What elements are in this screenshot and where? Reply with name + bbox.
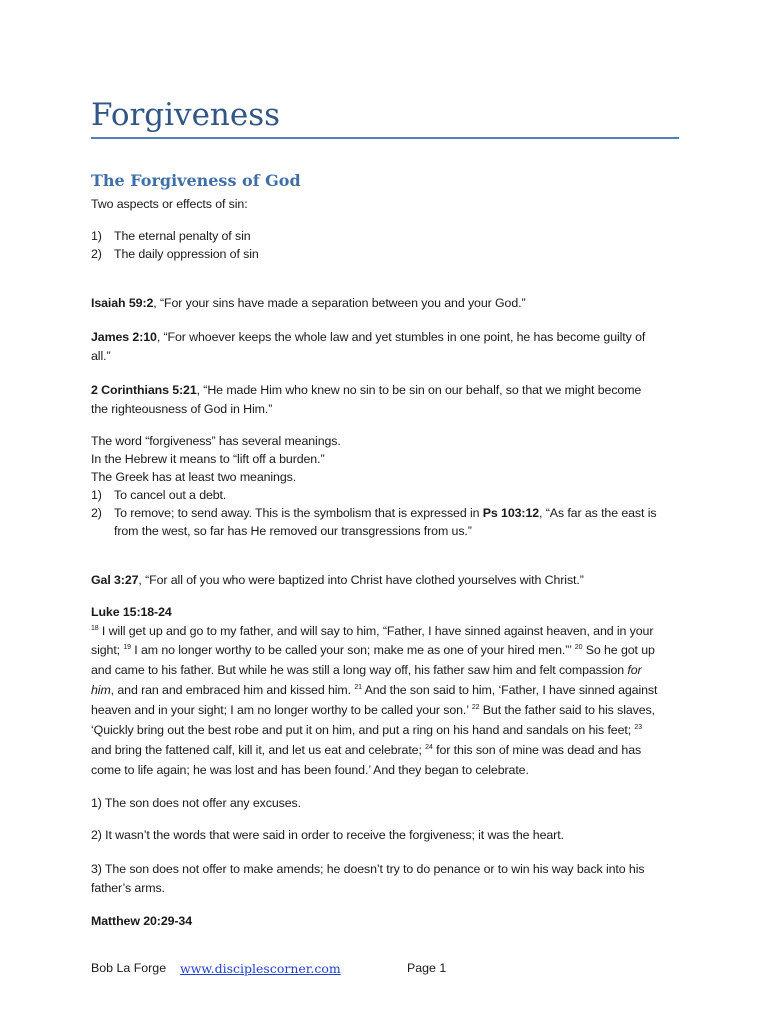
word-line: The word “forgiveness” has several meanings.	[91, 434, 341, 448]
list-item: 2) The daily oppression of sin	[91, 247, 259, 261]
corinthians-paragraph: 2 Corinthians 5:21, “He made Him who knew no sin to be sin on our behalf, so that we might become	[91, 383, 642, 397]
corinthians-paragraph-cont: the righteousness of God in Him.”	[91, 402, 273, 416]
scripture-ref: Ps 103:12	[482, 506, 540, 520]
luke-line: ‘Quickly bring out the best robe and put it on him, and put a ring on his hand and sandals on his feet; $^{23}$	[91, 723, 642, 737]
verse-number: 24	[425, 744, 433, 751]
luke-reference: Luke 15:18-24	[91, 605, 172, 619]
luke-line: and came to his father. But while he was still a long way off, his father saw him and felt compassion for	[91, 663, 642, 677]
word-line: In the Hebrew it means to “lift off a burden.”	[91, 452, 325, 466]
isaiah-paragraph: Isaiah 59:2, “For your sins have made a separation between you and your God.”	[91, 296, 526, 310]
luke-line: and bring the fattened calf, kill it, and let us eat and celebrate; $^{24}$ for this son of mine was dead and has	[91, 743, 642, 757]
matthew-reference: Matthew 20:29-34	[91, 914, 193, 928]
luke-line: come to life again; he was lost and has been found.’ And they began to celebrate.	[91, 763, 529, 777]
luke-line: heaven and in your sight; I am no longer worthy to be called your son.’ $^{22}$ But the father said to his slaves,	[91, 703, 655, 717]
verse-number: 22	[471, 704, 480, 711]
point-text-cont: father’s arms.	[91, 881, 165, 895]
footer-link[interactable]: www.disciplescorner.com	[180, 961, 341, 976]
page-footer	[91, 961, 447, 976]
word-line: The Greek has at least two meanings.	[91, 470, 297, 484]
verse-number: 18	[91, 625, 99, 632]
verse-number: 23	[634, 724, 642, 731]
title-rule	[91, 137, 679, 139]
james-paragraph-cont: all.”	[91, 349, 111, 363]
luke-line: sight; $^{19}$ I am no longer worthy to be called your son; make me as one of your hired men.”’ $^{20}$ So he got up	[91, 643, 655, 657]
point-text: 2) It wasn’t the words that were said in order to receive the forgiveness; it was the heart.	[91, 828, 564, 842]
james-paragraph: James 2:10, “For whoever keeps the whole law and yet stumbles in one point, he has become guilty of	[91, 330, 646, 344]
verse-number: 21	[354, 684, 362, 691]
list-item: 2) To remove; to send away. This is the symbolism that is expressed in Ps 103:12, “As far as the east is	[91, 506, 657, 520]
scripture-ref: 2 Corinthians 5:21	[91, 383, 197, 397]
footer-author: Bob La Forge	[91, 961, 167, 975]
verse-number: 19	[123, 644, 131, 651]
galatians-paragraph: Gal 3:27, “For all of you who were baptized into Christ have clothed yourselves with Christ.”	[91, 573, 584, 587]
scripture-ref: Gal 3:27	[91, 573, 139, 587]
page-number: Page 1	[407, 961, 447, 975]
section-heading: The Forgiveness of God	[91, 171, 301, 190]
point-text: 1) The son does not offer any excuses.	[91, 796, 301, 810]
list-item: 1) To cancel out a debt.	[91, 488, 227, 502]
scripture-ref: James 2:10	[91, 330, 157, 344]
luke-line: $^{18}$ I will get up and go to my father, and will say to him, “Father, I have sinned against heaven, and in your	[91, 624, 654, 638]
point-text: 3) The son does not offer to make amends; he doesn’t try to do penance or to win his way back into his	[91, 862, 645, 876]
scripture-ref: Isaiah 59:2	[91, 296, 154, 310]
list-item: 1) The eternal penalty of sin	[91, 229, 251, 243]
list-item-cont: from the west, so far has He removed our transgressions from us.”	[114, 524, 472, 538]
luke-line: him, and ran and embraced him and kissed him. $^{21}$ And the son said to him, ‘Father, I have sinned against	[91, 683, 658, 697]
intro-text: Two aspects or effects of sin:	[91, 197, 248, 211]
page-title: Forgiveness	[91, 97, 281, 133]
verse-number: 20	[574, 644, 583, 651]
